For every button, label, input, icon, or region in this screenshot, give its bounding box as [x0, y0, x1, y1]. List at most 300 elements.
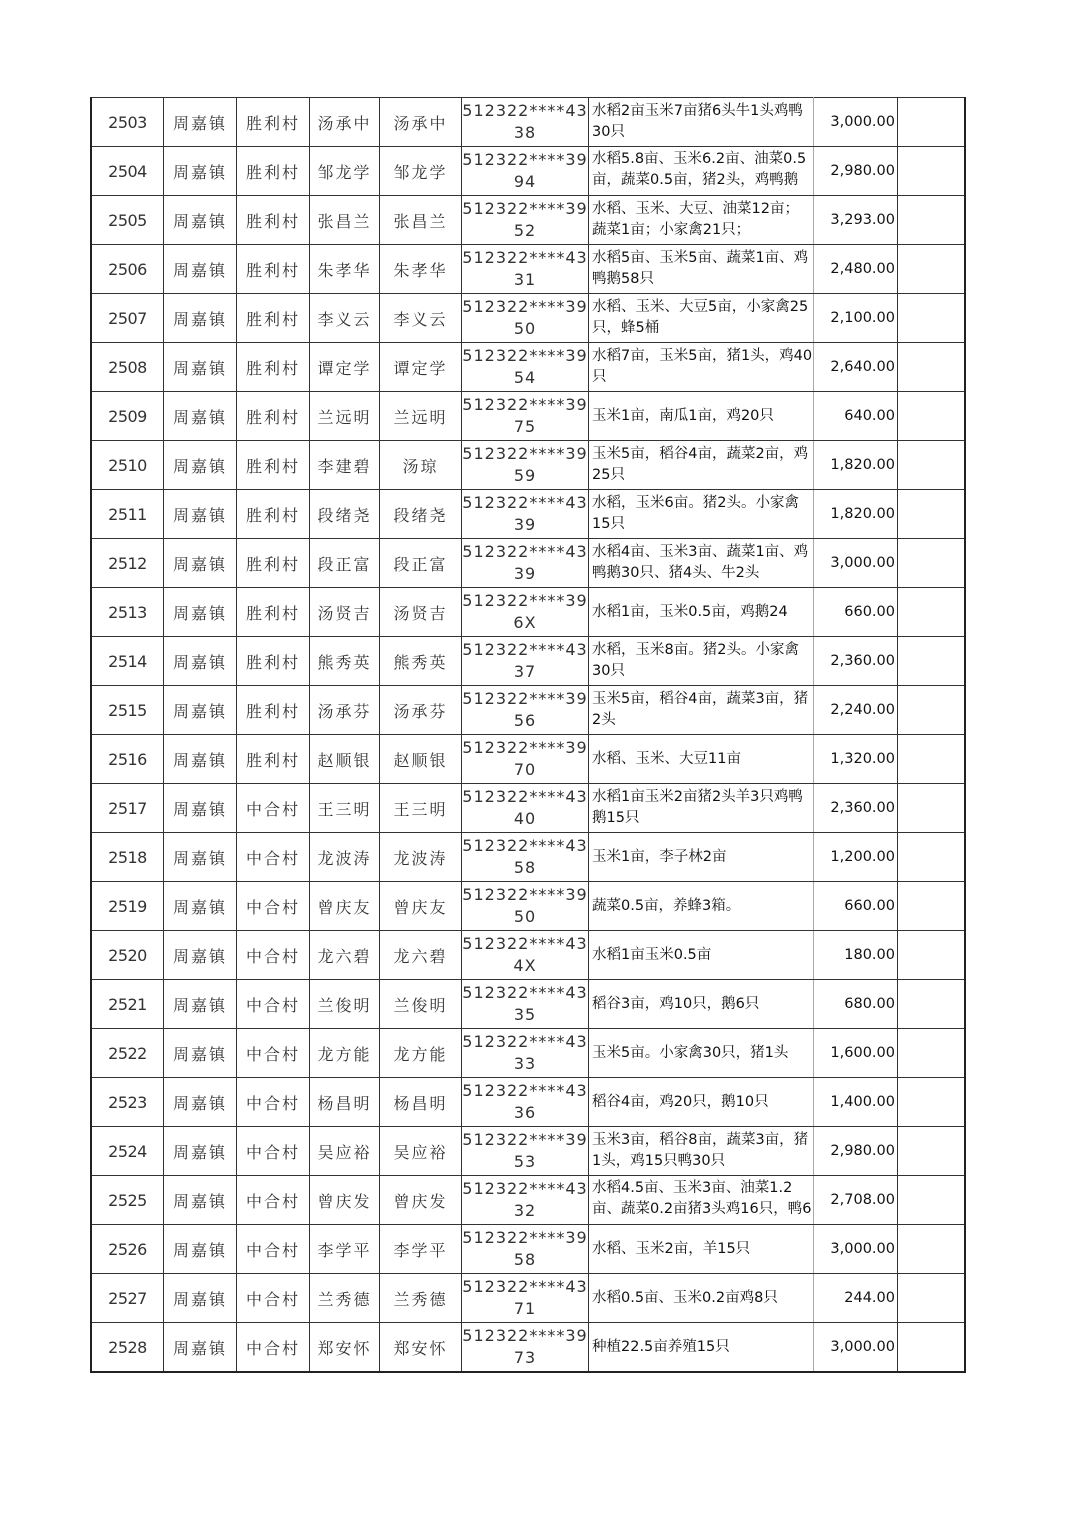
id-number-top: 512322****43 [462, 1081, 588, 1100]
production-description-text: 种植22.5亩养殖15只 [592, 1338, 730, 1355]
production-description-text: 玉米5亩。小家禽30只，猪1头 [592, 1044, 789, 1061]
id-number-bottom: 54 [513, 368, 537, 387]
row-number-cell: 2512 [91, 539, 164, 588]
id-number-cell [462, 833, 589, 882]
id-number-cell [462, 98, 589, 147]
applicant-name-cell: 龙波涛 [310, 833, 380, 882]
row-number-cell: 2524 [91, 1127, 164, 1176]
town-cell: 周嘉镇 [164, 98, 237, 147]
table-row [91, 784, 965, 833]
production-description-cell [589, 980, 814, 1029]
id-number-bottom: 56 [513, 711, 537, 730]
account-holder-cell: 吴应裕 [380, 1127, 462, 1176]
production-description-text: 水稻、玉米、大豆11亩 [592, 750, 741, 767]
table-row [91, 196, 965, 245]
town-cell: 周嘉镇 [164, 833, 237, 882]
production-description-text: 水稻5亩、玉米5亩、蔬菜1亩、鸡鸭鹅58只 [592, 250, 809, 287]
applicant-name-cell: 王三明 [310, 784, 380, 833]
table-row [91, 441, 965, 490]
table-row [91, 147, 965, 196]
id-number-bottom: 58 [513, 1250, 537, 1269]
applicant-name-cell: 李学平 [310, 1225, 380, 1274]
production-description-cell [589, 1029, 814, 1078]
applicant-name-cell: 龙方能 [310, 1029, 380, 1078]
row-number-cell: 2523 [91, 1078, 164, 1127]
id-number-top: 512322****43 [462, 836, 588, 855]
village-cell: 胜利村 [237, 441, 310, 490]
id-number-cell [462, 882, 589, 931]
town-cell: 周嘉镇 [164, 784, 237, 833]
remarks-cell [898, 637, 966, 686]
applicant-name-cell: 兰俊明 [310, 980, 380, 1029]
id-number-top: 512322****39 [462, 885, 588, 904]
town-cell: 周嘉镇 [164, 147, 237, 196]
table-row [91, 980, 965, 1029]
production-description-text: 水稻，玉米8亩。猪2头。小家禽30只 [592, 642, 799, 679]
id-number-cell [462, 147, 589, 196]
remarks-cell [898, 833, 966, 882]
id-number-cell [462, 637, 589, 686]
amount-cell: 2,480.00 [814, 245, 898, 294]
table-row [91, 588, 965, 637]
table-row [91, 686, 965, 735]
village-cell: 胜利村 [237, 735, 310, 784]
account-holder-cell: 龙六碧 [380, 931, 462, 980]
amount-cell: 2,100.00 [814, 294, 898, 343]
remarks-cell [898, 490, 966, 539]
production-description-text: 水稻1亩，玉米0.5亩，鸡鹅24 [592, 603, 788, 620]
table-row [91, 882, 965, 931]
account-holder-cell: 邹龙学 [380, 147, 462, 196]
table-row [91, 833, 965, 882]
id-number-top: 512322****39 [462, 689, 588, 708]
amount-cell: 1,600.00 [814, 1029, 898, 1078]
remarks-cell [898, 98, 966, 147]
town-cell: 周嘉镇 [164, 1323, 237, 1373]
id-number-bottom: 52 [513, 221, 537, 240]
production-description-cell [589, 1078, 814, 1127]
applicant-name-cell: 段绪尧 [310, 490, 380, 539]
id-number-bottom: 37 [513, 662, 537, 681]
remarks-cell [898, 735, 966, 784]
remarks-cell [898, 392, 966, 441]
production-description-cell [589, 784, 814, 833]
applicant-name-cell: 谭定学 [310, 343, 380, 392]
production-description-cell [589, 490, 814, 539]
amount-cell: 2,980.00 [814, 147, 898, 196]
production-description-text: 玉米1亩，李子林2亩 [592, 848, 727, 865]
production-description-cell [589, 1176, 814, 1225]
applicant-name-cell: 兰远明 [310, 392, 380, 441]
id-number-bottom: 32 [513, 1201, 537, 1220]
remarks-cell [898, 1225, 966, 1274]
town-cell: 周嘉镇 [164, 392, 237, 441]
table-row [91, 1176, 965, 1225]
row-number-cell: 2505 [91, 196, 164, 245]
amount-cell: 244.00 [814, 1274, 898, 1323]
production-description-text: 水稻、玉米、大豆5亩，小家禽25只，蜂5桶 [592, 299, 809, 336]
remarks-cell [898, 441, 966, 490]
applicant-name-cell: 李义云 [310, 294, 380, 343]
account-holder-cell: 郑安怀 [380, 1323, 462, 1373]
row-number-cell: 2516 [91, 735, 164, 784]
account-holder-cell: 张昌兰 [380, 196, 462, 245]
village-cell: 中合村 [237, 784, 310, 833]
village-cell: 胜利村 [237, 147, 310, 196]
town-cell: 周嘉镇 [164, 1029, 237, 1078]
production-description-cell [589, 441, 814, 490]
village-cell: 胜利村 [237, 686, 310, 735]
table-body [91, 98, 965, 1373]
applicant-name-cell: 杨昌明 [310, 1078, 380, 1127]
amount-cell: 660.00 [814, 588, 898, 637]
id-number-cell [462, 1176, 589, 1225]
id-number-bottom: 94 [513, 172, 537, 191]
id-number-top: 512322****39 [462, 199, 588, 218]
production-description-text: 水稻、玉米、大豆、油菜12亩；蔬菜1亩；小家禽21只； [592, 201, 799, 238]
remarks-cell [898, 1078, 966, 1127]
production-description-cell [589, 392, 814, 441]
village-cell: 中合村 [237, 1078, 310, 1127]
applicant-name-cell: 兰秀德 [310, 1274, 380, 1323]
village-cell: 中合村 [237, 980, 310, 1029]
remarks-cell [898, 294, 966, 343]
id-number-cell [462, 784, 589, 833]
town-cell: 周嘉镇 [164, 245, 237, 294]
account-holder-cell: 汤贤吉 [380, 588, 462, 637]
id-number-top: 512322****39 [462, 150, 588, 169]
production-description-text: 水稻4.5亩、玉米3亩、油菜1.2亩、蔬菜0.2亩猪3头鸡16只，鸭6 [592, 1180, 812, 1217]
id-number-bottom: 39 [513, 515, 537, 534]
amount-cell: 680.00 [814, 980, 898, 1029]
production-description-text: 稻谷4亩，鸡20只，鹅10只 [592, 1093, 769, 1110]
id-number-top: 512322****39 [462, 444, 588, 463]
id-number-top: 512322****43 [462, 1277, 588, 1296]
village-cell: 中合村 [237, 1274, 310, 1323]
id-number-top: 512322****43 [462, 493, 588, 512]
village-cell: 胜利村 [237, 637, 310, 686]
id-number-cell [462, 1127, 589, 1176]
village-cell: 胜利村 [237, 294, 310, 343]
id-number-bottom: 31 [513, 270, 537, 289]
production-description-cell [589, 882, 814, 931]
applicant-name-cell: 熊秀英 [310, 637, 380, 686]
row-number-cell: 2504 [91, 147, 164, 196]
row-number-cell: 2519 [91, 882, 164, 931]
account-holder-cell: 龙方能 [380, 1029, 462, 1078]
row-number-cell: 2514 [91, 637, 164, 686]
amount-cell: 3,000.00 [814, 539, 898, 588]
account-holder-cell: 熊秀英 [380, 637, 462, 686]
id-number-top: 512322****39 [462, 346, 588, 365]
production-description-cell [589, 686, 814, 735]
id-number-cell [462, 1225, 589, 1274]
remarks-cell [898, 1274, 966, 1323]
id-number-cell [462, 686, 589, 735]
id-number-cell [462, 539, 589, 588]
id-number-cell [462, 441, 589, 490]
amount-cell: 2,360.00 [814, 637, 898, 686]
production-description-cell [589, 98, 814, 147]
remarks-cell [898, 882, 966, 931]
id-number-bottom: 4X [513, 956, 537, 975]
table-row [91, 539, 965, 588]
village-cell: 中合村 [237, 833, 310, 882]
id-number-top: 512322****43 [462, 248, 588, 267]
account-holder-cell: 赵顺银 [380, 735, 462, 784]
subsidy-table [90, 97, 966, 1373]
remarks-cell [898, 343, 966, 392]
row-number-cell: 2521 [91, 980, 164, 1029]
id-number-bottom: 50 [513, 319, 537, 338]
id-number-cell [462, 343, 589, 392]
town-cell: 周嘉镇 [164, 1176, 237, 1225]
applicant-name-cell: 朱孝华 [310, 245, 380, 294]
id-number-cell [462, 392, 589, 441]
amount-cell: 640.00 [814, 392, 898, 441]
amount-cell: 2,360.00 [814, 784, 898, 833]
amount-cell: 1,200.00 [814, 833, 898, 882]
town-cell: 周嘉镇 [164, 735, 237, 784]
table-row [91, 98, 965, 147]
id-number-top: 512322****39 [462, 1130, 588, 1149]
table-row [91, 735, 965, 784]
remarks-cell [898, 1323, 966, 1373]
id-number-cell [462, 735, 589, 784]
table-row [91, 1225, 965, 1274]
account-holder-cell: 龙波涛 [380, 833, 462, 882]
row-number-cell: 2510 [91, 441, 164, 490]
remarks-cell [898, 1127, 966, 1176]
id-number-bottom: 39 [513, 564, 537, 583]
account-holder-cell: 汤琼 [380, 441, 462, 490]
applicant-name-cell: 赵顺银 [310, 735, 380, 784]
town-cell: 周嘉镇 [164, 980, 237, 1029]
production-description-text: 水稻1亩玉米2亩猪2头羊3只鸡鸭鹅15只 [592, 789, 803, 826]
production-description-cell [589, 294, 814, 343]
town-cell: 周嘉镇 [164, 490, 237, 539]
row-number-cell: 2525 [91, 1176, 164, 1225]
id-number-cell [462, 490, 589, 539]
id-number-bottom: 33 [513, 1054, 537, 1073]
applicant-name-cell: 郑安怀 [310, 1323, 380, 1373]
table-row [91, 294, 965, 343]
production-description-text: 水稻2亩玉米7亩猪6头牛1头鸡鸭30只 [592, 103, 803, 140]
id-number-top: 512322****43 [462, 1179, 588, 1198]
production-description-text: 玉米3亩，稻谷8亩，蔬菜3亩，猪1头，鸡15只鸭30只 [592, 1132, 809, 1169]
account-holder-cell: 汤承中 [380, 98, 462, 147]
id-number-cell [462, 245, 589, 294]
id-number-bottom: 70 [513, 760, 537, 779]
id-number-cell [462, 588, 589, 637]
amount-cell: 3,000.00 [814, 1323, 898, 1373]
remarks-cell [898, 1176, 966, 1225]
production-description-text: 玉米5亩，稻谷4亩，蔬菜3亩，猪2头 [592, 691, 809, 728]
applicant-name-cell: 曾庆发 [310, 1176, 380, 1225]
applicant-name-cell: 汤贤吉 [310, 588, 380, 637]
production-description-cell [589, 637, 814, 686]
id-number-bottom: 38 [513, 123, 537, 142]
account-holder-cell: 段正富 [380, 539, 462, 588]
production-description-cell [589, 1274, 814, 1323]
village-cell: 中合村 [237, 1225, 310, 1274]
account-holder-cell: 李义云 [380, 294, 462, 343]
production-description-cell [589, 245, 814, 294]
id-number-bottom: 36 [513, 1103, 537, 1122]
production-description-cell [589, 1127, 814, 1176]
account-holder-cell: 兰俊明 [380, 980, 462, 1029]
row-number-cell: 2522 [91, 1029, 164, 1078]
id-number-bottom: 73 [513, 1348, 537, 1367]
village-cell: 胜利村 [237, 245, 310, 294]
amount-cell: 3,293.00 [814, 196, 898, 245]
production-description-text: 玉米5亩，稻谷4亩，蔬菜2亩，鸡25只 [592, 446, 809, 483]
id-number-bottom: 75 [513, 417, 537, 436]
id-number-bottom: 50 [513, 907, 537, 926]
village-cell: 胜利村 [237, 196, 310, 245]
remarks-cell [898, 245, 966, 294]
id-number-top: 512322****43 [462, 787, 588, 806]
row-number-cell: 2517 [91, 784, 164, 833]
account-holder-cell: 兰远明 [380, 392, 462, 441]
production-description-cell [589, 833, 814, 882]
id-number-cell [462, 196, 589, 245]
applicant-name-cell: 曾庆友 [310, 882, 380, 931]
account-holder-cell: 谭定学 [380, 343, 462, 392]
id-number-top: 512322****43 [462, 542, 588, 561]
production-description-cell [589, 1225, 814, 1274]
production-description-cell [589, 196, 814, 245]
id-number-cell [462, 1029, 589, 1078]
id-number-top: 512322****39 [462, 1326, 588, 1345]
id-number-bottom: 58 [513, 858, 537, 877]
id-number-bottom: 40 [513, 809, 537, 828]
town-cell: 周嘉镇 [164, 539, 237, 588]
town-cell: 周嘉镇 [164, 931, 237, 980]
amount-cell: 2,980.00 [814, 1127, 898, 1176]
village-cell: 胜利村 [237, 588, 310, 637]
id-number-top: 512322****43 [462, 1032, 588, 1051]
remarks-cell [898, 686, 966, 735]
production-description-cell [589, 1323, 814, 1373]
table-row [91, 931, 965, 980]
production-description-text: 稻谷3亩，鸡10只，鹅6只 [592, 995, 760, 1012]
account-holder-cell: 李学平 [380, 1225, 462, 1274]
row-number-cell: 2509 [91, 392, 164, 441]
row-number-cell: 2520 [91, 931, 164, 980]
id-number-cell [462, 1323, 589, 1373]
amount-cell: 180.00 [814, 931, 898, 980]
id-number-bottom: 59 [513, 466, 537, 485]
remarks-cell [898, 196, 966, 245]
account-holder-cell: 曾庆发 [380, 1176, 462, 1225]
village-cell: 中合村 [237, 931, 310, 980]
amount-cell: 1,400.00 [814, 1078, 898, 1127]
table-row [91, 245, 965, 294]
town-cell: 周嘉镇 [164, 1078, 237, 1127]
applicant-name-cell: 邹龙学 [310, 147, 380, 196]
production-description-text: 水稻，玉米6亩。猪2头。小家禽15只 [592, 495, 799, 532]
remarks-cell [898, 784, 966, 833]
applicant-name-cell: 汤承芬 [310, 686, 380, 735]
row-number-cell: 2528 [91, 1323, 164, 1373]
production-description-text: 水稻1亩玉米0.5亩 [592, 946, 712, 963]
table-row [91, 392, 965, 441]
table-row [91, 343, 965, 392]
id-number-top: 512322****39 [462, 591, 588, 610]
town-cell: 周嘉镇 [164, 1225, 237, 1274]
remarks-cell [898, 931, 966, 980]
row-number-cell: 2511 [91, 490, 164, 539]
id-number-top: 512322****43 [462, 934, 588, 953]
village-cell: 中合村 [237, 1176, 310, 1225]
village-cell: 胜利村 [237, 490, 310, 539]
applicant-name-cell: 张昌兰 [310, 196, 380, 245]
remarks-cell [898, 1029, 966, 1078]
village-cell: 中合村 [237, 1323, 310, 1373]
amount-cell: 3,000.00 [814, 98, 898, 147]
id-number-top: 512322****43 [462, 983, 588, 1002]
row-number-cell: 2503 [91, 98, 164, 147]
remarks-cell [898, 980, 966, 1029]
account-holder-cell: 朱孝华 [380, 245, 462, 294]
applicant-name-cell: 龙六碧 [310, 931, 380, 980]
production-description-cell [589, 343, 814, 392]
id-number-top: 512322****43 [462, 640, 588, 659]
row-number-cell: 2506 [91, 245, 164, 294]
town-cell: 周嘉镇 [164, 882, 237, 931]
production-description-cell [589, 588, 814, 637]
account-holder-cell: 汤承芬 [380, 686, 462, 735]
town-cell: 周嘉镇 [164, 637, 237, 686]
production-description-cell [589, 931, 814, 980]
row-number-cell: 2515 [91, 686, 164, 735]
production-description-cell [589, 735, 814, 784]
row-number-cell: 2513 [91, 588, 164, 637]
village-cell: 胜利村 [237, 343, 310, 392]
id-number-cell [462, 980, 589, 1029]
table-row [91, 637, 965, 686]
id-number-top: 512322****39 [462, 1228, 588, 1247]
remarks-cell [898, 147, 966, 196]
id-number-cell [462, 294, 589, 343]
amount-cell: 2,708.00 [814, 1176, 898, 1225]
account-holder-cell: 王三明 [380, 784, 462, 833]
table-row [91, 1078, 965, 1127]
id-number-bottom: 35 [513, 1005, 537, 1024]
row-number-cell: 2507 [91, 294, 164, 343]
id-number-cell [462, 931, 589, 980]
production-description-cell [589, 539, 814, 588]
town-cell: 周嘉镇 [164, 1274, 237, 1323]
village-cell: 胜利村 [237, 392, 310, 441]
applicant-name-cell: 吴应裕 [310, 1127, 380, 1176]
production-description-text: 水稻7亩，玉米5亩，猪1头，鸡40只 [592, 348, 813, 385]
town-cell: 周嘉镇 [164, 343, 237, 392]
production-description-text: 水稻5.8亩、玉米6.2亩、油菜0.5亩，蔬菜0.5亩，猪2头，鸡鸭鹅 [592, 151, 807, 188]
table-row [91, 490, 965, 539]
amount-cell: 3,000.00 [814, 1225, 898, 1274]
production-description-text: 水稻0.5亩、玉米0.2亩鸡8只 [592, 1289, 778, 1306]
id-number-cell [462, 1078, 589, 1127]
table-row [91, 1274, 965, 1323]
amount-cell: 1,320.00 [814, 735, 898, 784]
village-cell: 胜利村 [237, 98, 310, 147]
production-description-text: 水稻、玉米2亩，羊15只 [592, 1240, 751, 1257]
row-number-cell: 2526 [91, 1225, 164, 1274]
town-cell: 周嘉镇 [164, 686, 237, 735]
production-description-text: 水稻4亩、玉米3亩、蔬菜1亩、鸡鸭鹅30只、猪4头、牛2头 [592, 544, 809, 581]
